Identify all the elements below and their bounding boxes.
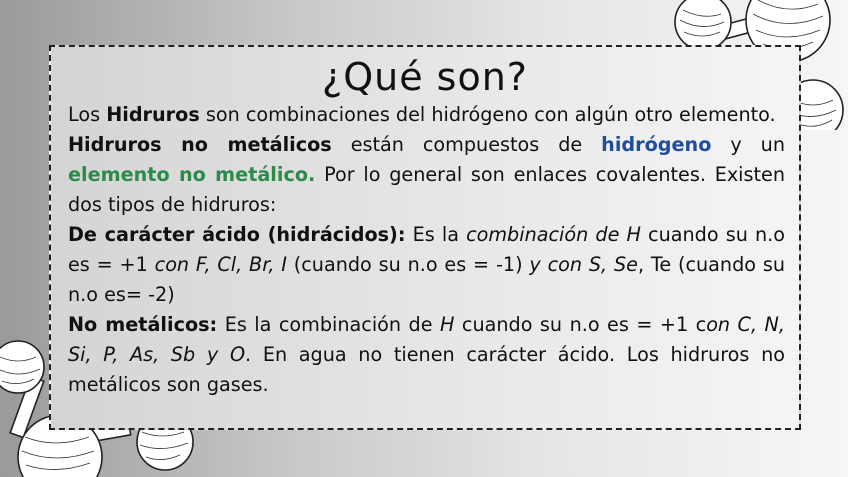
term-elemento-no-metalico: elemento no metálico. bbox=[68, 163, 316, 186]
text-italic: y con S, Se bbox=[529, 253, 638, 276]
paragraph-no-metalicos-def bbox=[68, 310, 785, 400]
text-segment: cuando su n.o es = +1 bbox=[68, 223, 785, 276]
text-italic: combinación de H bbox=[466, 223, 641, 246]
term-hidruros-no-metalicos: Hidruros no metálicos bbox=[68, 133, 332, 156]
text-segment: (cuando su n.o es = -1) bbox=[286, 253, 530, 276]
term-hidrogeno: hidrógeno bbox=[601, 133, 712, 156]
term-no-metalicos: No metálicos: bbox=[68, 313, 218, 336]
text-italic: H bbox=[440, 313, 455, 336]
paragraph-no-metalicos bbox=[68, 130, 785, 220]
text-segment: , Te (cuando su n.o es= -2) bbox=[68, 253, 785, 306]
text-segment: Por lo general son enlaces covalentes. Existen dos tipos de hidruros: bbox=[68, 163, 785, 216]
content-card bbox=[49, 45, 801, 430]
text-segment: son combinaciones del hidrógeno con algún otro elemento. bbox=[199, 103, 776, 126]
page-title: ¿Qué son? bbox=[322, 55, 528, 99]
text-italic: con F, Cl, Br, I bbox=[154, 253, 287, 276]
paragraph-hidracidos bbox=[68, 220, 785, 310]
text-segment: Es la combinación de bbox=[217, 313, 440, 336]
text-segment: y un bbox=[711, 133, 785, 156]
text-segment: Es la bbox=[405, 223, 467, 246]
paragraph-intro bbox=[68, 100, 785, 130]
text-segment: cuando su n.o es = +1 c bbox=[454, 313, 707, 336]
content-body bbox=[68, 100, 785, 400]
text-segment: Los bbox=[68, 103, 107, 126]
term-hidracidos: De carácter ácido (hidrácidos): bbox=[68, 223, 406, 246]
term-hidruros: Hidruros bbox=[106, 103, 200, 126]
text-segment: están compuestos de bbox=[331, 133, 602, 156]
text-segment: . En agua no tienen carácter ácido. Los hidruros no metálicos son gases. bbox=[68, 343, 785, 396]
text-italic: on C, N, Si, P, As, Sb y O bbox=[68, 313, 785, 366]
